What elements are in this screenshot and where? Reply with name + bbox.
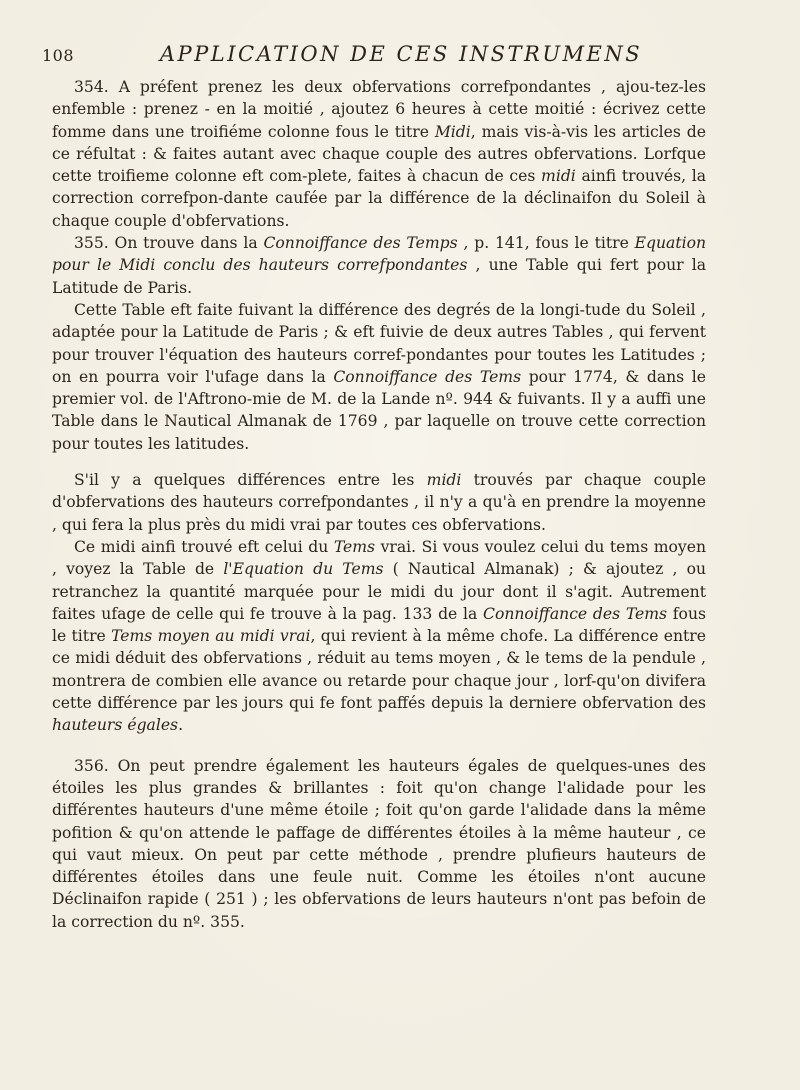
italic-text: midi [426, 471, 462, 490]
italic-text: Connoiffance des Tems [483, 604, 668, 623]
body-text-run: trouvés par chaque couple d'obfervations des hauteurs correfpondantes , il n'y a qu'à en prendre la moyenne , qui fera la plus près du midi vrai par toutes ces obfervations. [52, 471, 706, 534]
body-text-run: ainfi trouvés, la correction correfpon-dante caufée par la différence de la déclinaifon du Soleil à chaque couple d'obfervations. [52, 167, 706, 230]
body-text-run: , une Table qui fert pour la Latitude de Paris. [52, 256, 706, 297]
italic-text: Connoiffance des Tems [333, 367, 522, 386]
body-text-run: Cette Table eft faite fuivant la différence des degrés de la longi-tude du Soleil , adaptée pour la Latitude de Paris ; & eft fuivie de deux autres Tables , qui fervent pour trouver l'équation des hauteurs corref-pondantes pour toutes les Latitudes ; on en pourra voir l'ufage dans la [52, 300, 706, 386]
body-text-run: 354. A préfent prenez les deux obfervations correfpondantes , ajou-tez-les enfemble : prenez - en la moitié , ajoutez 6 heures à cette moitié : écrivez cette fomme dans une troifiéme colonne fous le titre [52, 78, 706, 141]
italic-text: l'Equation du Tems [223, 560, 384, 579]
paragraph-p355 [52, 232, 706, 299]
body-text-run: fous le titre [52, 604, 706, 646]
body-text-run: , qui revient à la même chofe. La différence entre ce midi déduit des obfervations , réduit au tems moyen , & le tems de la pendule , montrera de combien elle avance ou retarde pour chaque jour , lorf-qu'on divifera cette différence par les jours qui fe font paffés depuis la derniere obfervation des [52, 627, 706, 713]
paragraph-p356 [52, 755, 706, 933]
italic-text: hauteurs égales [52, 716, 179, 735]
italic-text: Equation pour le Midi conclu des hauteurs correfpondantes [52, 234, 707, 275]
italic-text: Tems [333, 537, 376, 556]
body-text-run: ( Nautical Almanak) ; & ajoutez , ou retranchez la quantité marquée pour le midi du jour dont il s'agit. Autrement faites ufage de celle qui fe trouve à la pag. 133 de la [52, 560, 706, 623]
body-text-run: . [178, 716, 184, 735]
italic-text: midi [541, 167, 576, 186]
paragraph-p355d [52, 536, 706, 737]
body-text-run: pour 1774, & dans le premier vol. de l'Aftrono-mie de M. de la Lande nº. 944 & fuivants. Il y a auffi une Table dans le Nautical Almanak de 1769 , par laquelle on trouve cette correction pour toutes les latitudes. [52, 367, 706, 453]
body-text-run: , mais vis-à-vis les articles de ce réfultat : & faites autant avec chaque couple des autres obfervations. Lorfque cette troifieme colonne eft com-plete, faites à chacun de ces [52, 122, 706, 186]
paragraph-p354 [52, 76, 706, 232]
italic-text: Tems moyen au midi vrai [111, 627, 311, 646]
italic-text: Midi [434, 122, 471, 141]
body-text-run: S'il y a quelques différences entre les [74, 471, 427, 490]
paragraph-p355c [52, 469, 706, 536]
body-text [52, 76, 706, 933]
body-text-run: vrai. Si vous voulez celui du tems moyen , voyez la Table de [52, 537, 706, 579]
page-header [42, 40, 720, 70]
running-head: APPLICATION DE CES INSTRUMENS [159, 42, 643, 66]
body-text-run: Ce midi ainfi trouvé eft celui du [74, 537, 334, 556]
body-text-run: , p. 141, fous le titre [457, 234, 635, 253]
paragraph-p355b [52, 299, 706, 455]
page-number: 108 [42, 46, 75, 65]
body-text-run: 355. On trouve dans la [74, 234, 264, 253]
italic-text: Connoiffance des Temps [263, 234, 458, 253]
body-text-run: 356. On peut prendre également les hauteurs égales de quelques-unes des étoiles les plus grandes & brillantes : foit qu'on change l'alidade pour les différentes hauteurs d'une même étoile ; foit qu'on garde l'alidade dans la même pofition & qu'on attende le paffage de différentes étoiles à la même hauteur , ce qui vaut mieux. On peut par cette méthode , prendre plufieurs hauteurs de différentes étoiles dans une feule nuit. Comme les étoiles n'ont aucune Déclinaifon rapide ( 251 ) ; les obfervations de leurs hauteurs n'ont pas befoin de la correction du nº. 355. [52, 756, 706, 931]
